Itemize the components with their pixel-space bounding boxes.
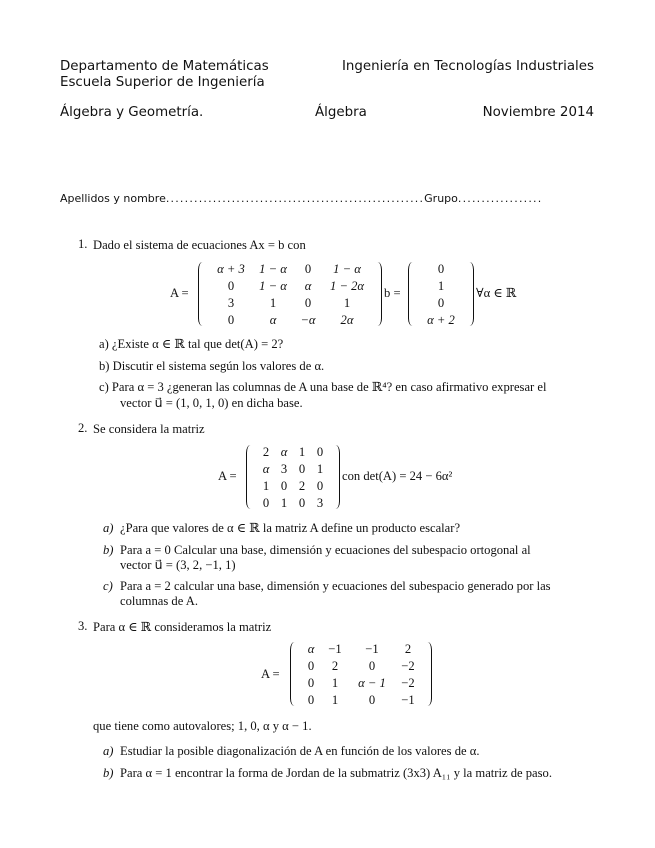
matrix-cell: 3 <box>227 295 235 310</box>
name-dots: ....................................................... <box>165 192 425 205</box>
matrix-grid <box>299 639 423 710</box>
matrix-grid <box>255 442 331 513</box>
matrix-cell: α <box>280 444 288 459</box>
problem-2-item-c-cont: columnas de A. <box>120 594 198 608</box>
matrix-cell: 0 <box>368 658 376 673</box>
matrix-cell: 0 <box>368 692 376 707</box>
subject-name: Álgebra <box>315 105 367 120</box>
problem-1-item-a: a) ¿Existe α ∈ ℝ tal que det(A) = 2? <box>99 337 284 351</box>
matrix-cell: 0 <box>227 278 235 293</box>
matrix-cell: 1 <box>331 692 339 707</box>
problem-1-forall: ∀α ∈ ℝ <box>476 286 517 300</box>
matrix-cell: α <box>269 312 277 327</box>
matrix-cell: 0 <box>316 444 324 459</box>
right-parenthesis <box>423 642 432 706</box>
matrix-cell: 1 <box>298 444 306 459</box>
vector-cell: 1 <box>437 278 445 293</box>
matrix-cell: −1 <box>328 641 342 656</box>
matrix-cell: 2 <box>298 478 306 493</box>
problem-3-number: 3. <box>78 619 88 633</box>
vector-cell: α + 2 <box>427 312 455 327</box>
department-name: Departamento de Matemáticas <box>60 59 269 74</box>
matrix-cell: 0 <box>227 312 235 327</box>
right-parenthesis <box>331 445 340 509</box>
matrix-cell: 0 <box>304 261 312 276</box>
problem-3-item-a-label: a) <box>103 744 114 758</box>
problem-1-item-b: b) Discutir el sistema según los valores de α. <box>99 359 325 373</box>
matrix-cell: 1 − α <box>259 278 287 293</box>
left-parenthesis <box>290 642 299 706</box>
problem-2-determinant: con det(A) = 24 − 6α² <box>342 469 453 483</box>
problem-2-item-c-label: c) <box>103 579 113 593</box>
student-name-field <box>60 192 594 205</box>
problem-3-intro: Para α ∈ ℝ consideramos la matriz <box>93 620 272 634</box>
matrix-cell: α <box>304 278 312 293</box>
matrix-cell: −1 <box>365 641 379 656</box>
matrix-cell: 0 <box>316 478 324 493</box>
matrix-cell: 1 <box>262 478 270 493</box>
vector-grid <box>417 259 465 330</box>
problem-1-intro: Dado el sistema de ecuaciones Ax = b con <box>93 238 306 252</box>
problem-3-item-b-label: b) <box>103 766 114 780</box>
problem-2-number: 2. <box>78 421 88 435</box>
matrix-grid <box>207 259 373 330</box>
left-parenthesis <box>198 262 207 326</box>
problem-1-matrix-a <box>198 262 382 326</box>
problem-1-vector-label: b = <box>384 286 401 300</box>
matrix-cell: 1 <box>343 295 351 310</box>
vector-cell: 0 <box>437 295 445 310</box>
matrix-cell: 0 <box>298 495 306 510</box>
problem-3-item-b: Para α = 1 encontrar la forma de Jordan de la submatriz (3x3) A₁₁ y la matriz de paso. <box>120 766 552 780</box>
matrix-cell: 0 <box>262 495 270 510</box>
group-dots: .................. <box>457 192 543 205</box>
degree-name: Ingeniería en Tecnologías Industriales <box>341 59 594 74</box>
exam-date: Noviembre 2014 <box>482 105 594 120</box>
vector-cell: 0 <box>437 261 445 276</box>
matrix-cell: 1 − 2α <box>330 278 364 293</box>
matrix-cell: 2α <box>340 312 354 327</box>
right-parenthesis <box>465 262 474 326</box>
matrix-cell: 0 <box>307 692 315 707</box>
problem-2-item-a-label: a) <box>103 521 114 535</box>
matrix-cell: 1 <box>269 295 277 310</box>
matrix-cell: 1 <box>331 675 339 690</box>
matrix-cell: 2 <box>404 641 412 656</box>
left-parenthesis <box>408 262 417 326</box>
matrix-cell: 3 <box>316 495 324 510</box>
problem-2-intro: Se considera la matriz <box>93 422 205 436</box>
matrix-cell: −2 <box>401 658 415 673</box>
matrix-cell: 3 <box>280 461 288 476</box>
matrix-cell: 2 <box>331 658 339 673</box>
left-parenthesis <box>246 445 255 509</box>
school-name: Escuela Superior de Ingeniería <box>60 75 265 90</box>
matrix-cell: 1 − α <box>333 261 361 276</box>
matrix-cell: −2 <box>401 675 415 690</box>
name-label: Apellidos y nombre <box>60 192 166 205</box>
problem-1-vector-b <box>408 262 474 326</box>
matrix-cell: 1 <box>316 461 324 476</box>
group-label: Grupo <box>424 192 458 205</box>
problem-2-item-b: Para a = 0 Calcular una base, dimensión y ecuaciones del subespacio ortogonal al <box>120 543 531 557</box>
matrix-cell: α <box>262 461 270 476</box>
matrix-cell: α + 3 <box>217 261 245 276</box>
matrix-cell: α − 1 <box>358 675 386 690</box>
matrix-cell: 1 <box>280 495 288 510</box>
problem-3-matrix-label: A = <box>261 667 280 681</box>
matrix-cell: 0 <box>304 295 312 310</box>
right-parenthesis <box>373 262 382 326</box>
problem-1-matrix-label: A = <box>170 286 189 300</box>
problem-2-item-c: Para a = 2 calcular una base, dimensión y ecuaciones del subespacio generado por las <box>120 579 551 593</box>
matrix-cell: −α <box>300 312 316 327</box>
problem-1-item-c-cont: vector u⃗ = (1, 0, 1, 0) en dicha base. <box>120 396 303 410</box>
course-name: Álgebra y Geometría. <box>60 105 204 120</box>
problem-3-item-a: Estudiar la posible diagonalización de A en función de los valores de α. <box>120 744 480 758</box>
matrix-cell: 0 <box>307 658 315 673</box>
problem-3-matrix-a <box>290 642 432 706</box>
matrix-cell: 0 <box>307 675 315 690</box>
problem-2-matrix-label: A = <box>218 469 237 483</box>
problem-1-item-c: c) Para α = 3 ¿generan las columnas de A una base de ℝ⁴? en caso afirmativo expresar el <box>99 380 547 394</box>
problem-2-item-b-cont: vector u⃗ = (3, 2, −1, 1) <box>120 558 236 572</box>
problem-3-eigenvalues: que tiene como autovalores; 1, 0, α y α − 1. <box>93 719 312 733</box>
matrix-cell: 0 <box>280 478 288 493</box>
matrix-cell: 0 <box>298 461 306 476</box>
matrix-cell: 2 <box>262 444 270 459</box>
problem-2-item-a: ¿Para que valores de α ∈ ℝ la matriz A define un producto escalar? <box>120 521 461 535</box>
matrix-cell: −1 <box>401 692 415 707</box>
problem-2-item-b-label: b) <box>103 543 114 557</box>
problem-1-number: 1. <box>78 237 88 251</box>
matrix-cell: α <box>307 641 315 656</box>
matrix-cell: 1 − α <box>259 261 287 276</box>
problem-2-matrix-a <box>246 445 340 509</box>
